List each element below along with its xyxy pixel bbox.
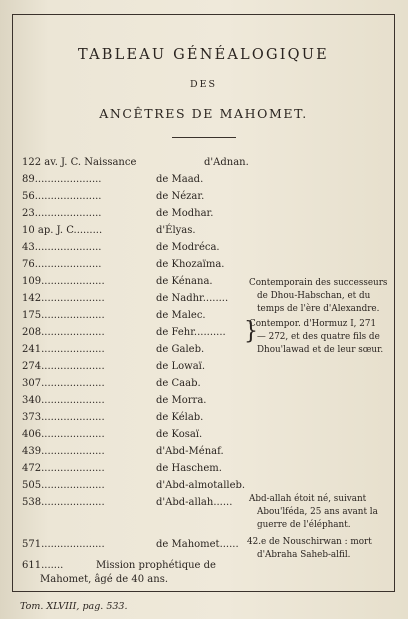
note-line: Abd-allah étoit né, suivant: [249, 494, 367, 504]
list-item-name: Mission prophétique de: [96, 560, 216, 571]
list-item-date: 56.....................: [22, 191, 102, 202]
list-item-date: 340....................: [22, 395, 105, 406]
note-line: Abou'lféda, 25 ans avant la: [257, 507, 378, 517]
list-item-name: de Modréca.: [156, 242, 220, 253]
list-item-date: 439....................: [22, 446, 105, 457]
list-item-name: de Malec.: [156, 310, 206, 321]
note-line: 42.e de Nouschirwan : mort: [247, 537, 372, 547]
list-item-name: de Kélab.: [156, 412, 204, 423]
note-line: temps de l'ère d'Alexandre.: [257, 304, 380, 314]
note-line: — 272, et des quatre fils de: [257, 332, 380, 342]
title-line-2: DES: [189, 79, 218, 90]
note-line: Contemporain des successeurs: [249, 278, 388, 288]
list-item-date: 142....................: [22, 293, 105, 304]
list-item-name: d'Élyas.: [156, 225, 196, 236]
title-rule: [172, 137, 236, 138]
list-item-date: 76.....................: [22, 259, 102, 270]
list-item-name: de Mahomet......: [156, 539, 239, 550]
list-item-date: 307....................: [22, 378, 105, 389]
note-line: guerre de l'éléphant.: [257, 520, 351, 530]
list-item-date: 274....................: [22, 361, 105, 372]
title-line-1: TABLEAU GÉNÉALOGIQUE: [78, 47, 329, 63]
list-item-date: 373....................: [22, 412, 105, 423]
page-reference: Tom. XLVIII, pag. 533.: [20, 601, 128, 612]
note-line: d'Abraha Saheb-alfil.: [257, 550, 351, 560]
list-item-name: de Lowaï.: [156, 361, 206, 372]
note-line: Contempor. d'Hormuz I, 271: [249, 319, 377, 329]
list-item-date: 472....................: [22, 463, 105, 474]
list-item-name: de Caab.: [156, 378, 201, 389]
list-item-name: d'Adnan.: [204, 157, 249, 168]
brace-icon: }: [244, 317, 258, 346]
list-item-name: de Kénana.: [156, 276, 213, 287]
list-item-date: 43.....................: [22, 242, 102, 253]
list-item-name: de Nézar.: [156, 191, 205, 202]
list-item-name: de Khozaïma.: [156, 259, 225, 270]
list-item-date: 611.......: [22, 560, 64, 571]
list-item-date: 122 av. J. C. Naissance: [22, 157, 137, 168]
note-line: de Dhou-Habschan, et du: [257, 291, 371, 301]
list-item-name: d'Abd-Ménaf.: [156, 446, 224, 457]
list-item-date: 406....................: [22, 429, 105, 440]
list-item-continuation: Mahomet, âgé de 40 ans.: [40, 574, 169, 585]
list-item-date: 241....................: [22, 344, 105, 355]
list-item-name: de Haschem.: [156, 463, 222, 474]
list-item-date: 208....................: [22, 327, 105, 338]
list-item-name: de Kosaï.: [156, 429, 203, 440]
list-item-date: 10 ap. J. C.........: [22, 225, 103, 236]
list-item-name: d'Abd-allah......: [156, 497, 233, 508]
list-item-date: 538....................: [22, 497, 105, 508]
list-item-date: 109....................: [22, 276, 105, 287]
list-item-name: de Maad.: [156, 174, 204, 185]
title-line-3: ANCÊTRES DE MAHOMET.: [99, 106, 308, 121]
list-item-date: 23.....................: [22, 208, 102, 219]
list-item-date: 175....................: [22, 310, 105, 321]
list-item-date: 571....................: [22, 539, 105, 550]
list-item-date: 505....................: [22, 480, 105, 491]
list-item-name: de Nadhr........: [156, 293, 229, 304]
list-item-name: d'Abd-almotalleb.: [156, 480, 246, 491]
list-item-name: de Morra.: [156, 395, 207, 406]
list-item-name: de Fehr..........: [156, 327, 226, 338]
list-item-name: de Modhar.: [156, 208, 214, 219]
list-item-date: 89.....................: [22, 174, 102, 185]
note-line: Dhou'lawad et de leur sœur.: [257, 345, 384, 355]
list-item-name: de Galeb.: [156, 344, 205, 355]
